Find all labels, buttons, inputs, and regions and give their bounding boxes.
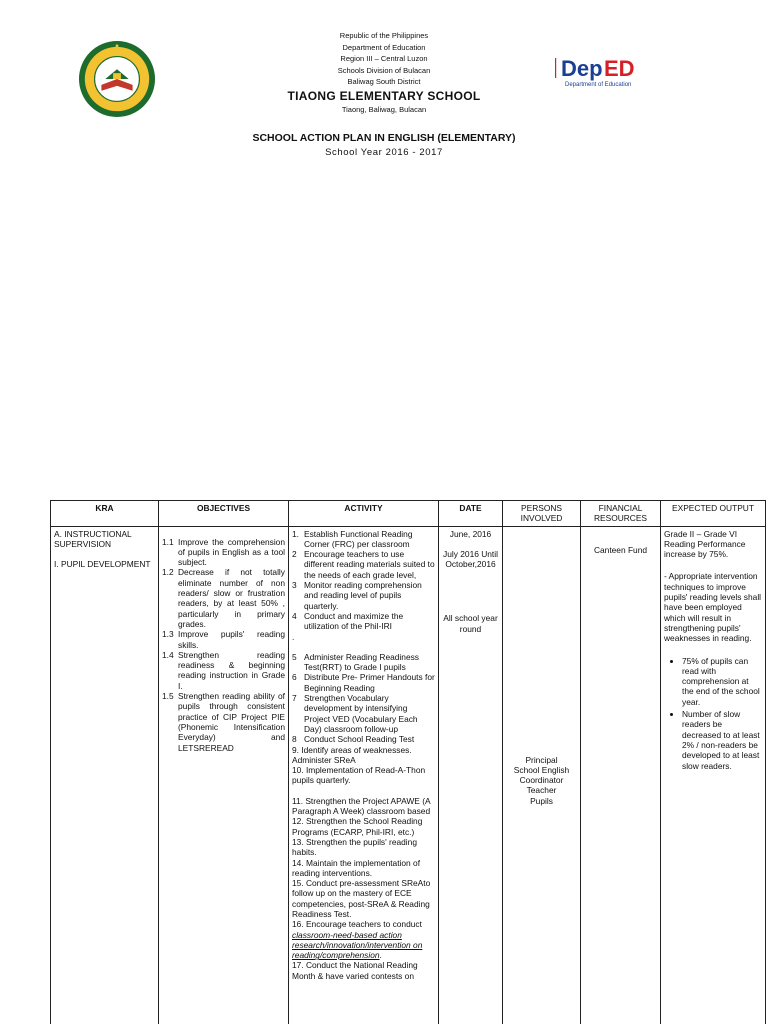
financial-source: Canteen Fund [593, 544, 648, 555]
list-item [292, 580, 435, 611]
objective-number: 1.1 [162, 536, 174, 547]
document-title: SCHOOL ACTION PLAN IN ENGLISH (ELEMENTARY) [252, 132, 516, 144]
activity-number: 6 [292, 672, 297, 683]
list-item [162, 650, 285, 691]
objective-number: 1.3 [162, 629, 174, 640]
school-year: School Year 2016 - 2017 [325, 147, 443, 158]
list-item [292, 858, 435, 879]
list-item [162, 629, 285, 650]
person-principal: Principal [525, 754, 558, 765]
date-cell [439, 526, 503, 1024]
expected-bullets [664, 656, 762, 771]
activity-text: Distribute Pre- Primer Handouts for Beginning Reading [304, 672, 435, 693]
activity-text: 12. Strengthen the School Reading Programs (ECARP, Phil-IRI, etc.) [292, 816, 423, 837]
expected-block-1: Grade II – Grade VI Reading Performance increase by 75%. [664, 528, 746, 560]
expected-cell [661, 526, 766, 1024]
list-item [292, 816, 435, 837]
list-item [292, 796, 435, 817]
division-line: Schools Division of Bulacan [337, 65, 431, 75]
list-item [292, 919, 435, 960]
header-financial: FINANCIAL RESOURCES [581, 501, 661, 527]
list-item [292, 734, 435, 744]
expected-block-2: - Appropriate intervention techniques to improve pupils' reading levels shall have been employed which will result in strengthening pupils' weaknesses in reading. [664, 571, 762, 644]
school-name: TIAONG ELEMENTARY SCHOOL [287, 88, 481, 103]
school-seal-icon [78, 40, 156, 118]
activity-list [292, 529, 435, 981]
spacer [292, 642, 435, 652]
activity-text: 15. Conduct pre-assessment SReAto follow up on the mastery of ECE competencies, post-SReA & Reading Readiness Test. [292, 878, 431, 919]
activity-text: 9. Identify areas of weaknesses. Administer SReA [292, 744, 412, 765]
activity-number: . [292, 631, 295, 642]
list-item [292, 529, 435, 550]
activity-number: 5 [292, 651, 297, 662]
header-persons: PERSONS INVOLVED [503, 501, 581, 527]
table-row [51, 526, 766, 1024]
objective-text: Strengthen reading readiness & beginning reading instruction in Grade I. [178, 649, 285, 691]
activity-text: 14. Maintain the implementation of reading interventions. [292, 857, 421, 878]
objective-number: 1.2 [162, 567, 174, 578]
activity-16-emphasis: classroom-need-based action research/innovation/intervention on reading/comprehension [292, 929, 423, 961]
list-item [292, 878, 435, 919]
list-item [292, 652, 435, 673]
list-item [292, 549, 435, 580]
list-item [292, 672, 435, 693]
department-line: Department of Education [342, 42, 426, 52]
activity-text: Conduct School Reading Test [304, 734, 415, 745]
activity-number: 8 [292, 734, 297, 745]
activity-text: 17. Conduct the National Reading Month & have varied contests on [292, 960, 418, 981]
activity-text: 11. Strengthen the Project APAWE (A Paragraph A Week) classroom based [292, 795, 431, 817]
action-plan-table [50, 500, 766, 1024]
date-1: June, 2016 [449, 528, 492, 539]
objective-text: Strengthen reading ability of pupils through consistent practice of CIP Project PIE (Phonemic Intensification Everyday) and LETSREREAD [178, 691, 285, 753]
activity-number: 2 [292, 549, 297, 560]
list-item: • Number of slow readers be decreased to at least 2% / non-readers be developed to at least slow readers. [682, 709, 762, 771]
activity-text: Conduct and maximize the utilization of the Phil-IRI [304, 610, 404, 632]
header-block [200, 30, 568, 115]
spacer [292, 786, 435, 796]
financial-cell [581, 526, 661, 1024]
activity-number: 3 [292, 580, 297, 591]
activity-text: 16. Encourage teachers to conduct classroom-need-based action research/innovation/intervention on reading/comprehension. [292, 919, 423, 961]
activity-number: 7 [292, 693, 297, 704]
activity-text: Monitor reading comprehension and reading level of pupils quarterly. [304, 580, 422, 611]
header-activity: ACTIVITY [289, 501, 439, 527]
header-date: DATE [439, 501, 503, 527]
activity-text: Strengthen Vocabulary development by intensifying Project VED (Vocabulary Each Day) classroom follow-up [304, 693, 418, 734]
kra-instructional: A. INSTRUCTIONAL SUPERVISION [54, 528, 132, 549]
list-item [292, 960, 435, 981]
svg-text:Department of Education: Department of Education [565, 82, 632, 88]
header-expected: EXPECTED OUTPUT [661, 501, 766, 527]
objective-text: Decrease if not totally eliminate number of non readers/ slow or frustration readers, by at least 50% , particularly in primary grades. [178, 567, 285, 629]
activity-number: 4 [292, 610, 297, 621]
header-objectives: OBJECTIVES [159, 501, 289, 527]
objective-number: 1.4 [162, 649, 174, 660]
persons-cell [503, 526, 581, 1024]
list-item [162, 691, 285, 753]
objectives-list [162, 529, 285, 753]
header-kra: KRA [51, 501, 159, 527]
list-item: • 75% of pupils can read with comprehension at the end of the school year. [682, 656, 762, 707]
list-item [292, 693, 435, 734]
svg-text:ED: ED [604, 56, 635, 81]
objective-text: Improve the comprehension of pupils in English as a tool subject. [178, 536, 285, 568]
person-coordinator: School English Coordinator [513, 764, 570, 786]
deped-logo-icon [555, 50, 675, 92]
activity-text: Administer Reading Readiness Test(RRT) to Grade I pupils [304, 651, 419, 673]
date-3: All school year round [443, 613, 498, 634]
activity-16-text: 16. Encourage teachers to conduct [292, 919, 422, 930]
list-item [292, 765, 435, 786]
kra-pupil-development: I. PUPIL DEVELOPMENT [54, 559, 151, 570]
activity-text: 10. Implementation of Read-A-Thon pupils quarterly. [292, 765, 426, 786]
list-item [292, 611, 435, 632]
table-header-row [51, 501, 766, 527]
activity-text [304, 632, 435, 642]
list-item [162, 537, 285, 568]
objectives-cell [159, 526, 289, 1024]
person-teacher: Teacher [526, 785, 557, 796]
objective-number: 1.5 [162, 691, 174, 702]
district-line: Baliwag South District [347, 77, 421, 86]
activity-text: Establish Functional Reading Corner (FRC) per classroom [304, 528, 413, 549]
person-pupils: Pupils [530, 795, 553, 806]
activity-cell [289, 526, 439, 1024]
republic-line: Republic of the Philippines [339, 31, 429, 40]
region-line: Region III – Central Luzon [340, 54, 428, 63]
list-item [292, 632, 435, 642]
objective-text: Improve pupils' reading skills. [178, 629, 285, 650]
activity-number: 1. [292, 528, 299, 539]
date-2: July 2016 Until October,2016 [443, 548, 498, 570]
activity-text: Encourage teachers to use different reading materials suited to the needs of each grade level, [304, 549, 435, 580]
school-address: Tiaong, Baliwag, Bulacan [341, 104, 427, 114]
kra-cell [51, 526, 159, 1024]
list-item [292, 837, 435, 858]
activity-text: 13. Strengthen the pupils' reading habits. [292, 836, 417, 858]
svg-text:Dep: Dep [561, 56, 603, 81]
list-item [162, 567, 285, 629]
list-item [292, 745, 435, 766]
